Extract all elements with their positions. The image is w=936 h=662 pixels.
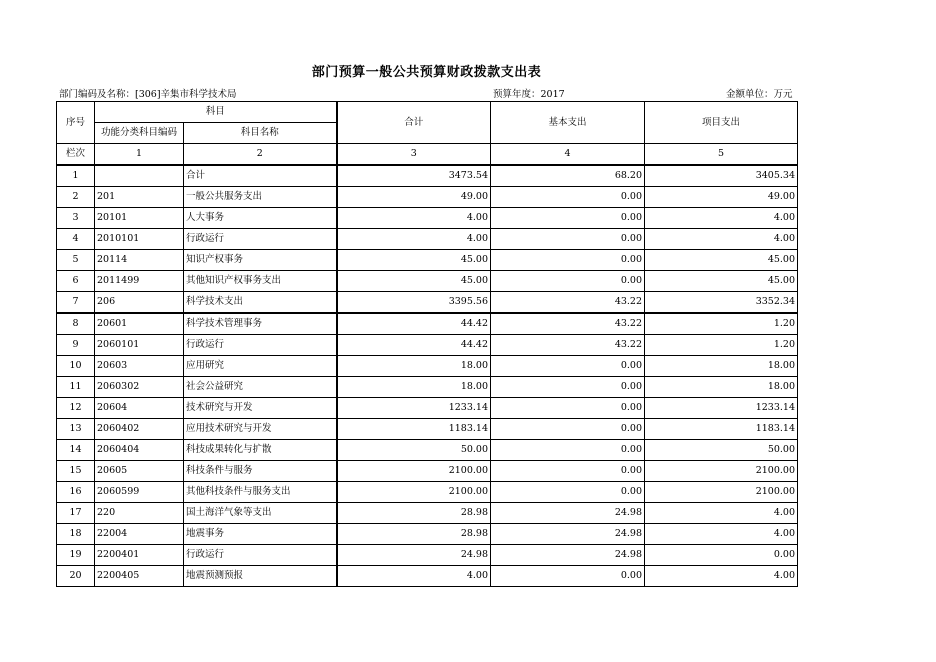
cell-basic: 24.98	[491, 503, 645, 524]
table-row	[57, 524, 798, 545]
table-row	[57, 356, 798, 377]
cell-basic: 0.00	[491, 377, 645, 398]
cell-seq: 8	[57, 313, 95, 335]
cell-code: 20605	[95, 461, 184, 482]
cell-code: 2060599	[95, 482, 184, 503]
cell-code: 206	[95, 292, 184, 314]
cell-code: 20603	[95, 356, 184, 377]
header-subject: 科目	[95, 102, 337, 123]
cell-project: 2100.00	[645, 482, 798, 503]
table-row	[57, 398, 798, 419]
table-row	[57, 229, 798, 250]
cell-name: 知识产权事务	[184, 250, 337, 271]
table-row	[57, 461, 798, 482]
cell-total: 2100.00	[337, 461, 491, 482]
cell-basic: 43.22	[491, 292, 645, 314]
cell-code: 2200405	[95, 566, 184, 587]
table-row	[57, 440, 798, 461]
cell-seq: 20	[57, 566, 95, 587]
cell-project: 1.20	[645, 335, 798, 356]
column-index-row	[57, 144, 798, 166]
cell-code: 2010101	[95, 229, 184, 250]
cell-total: 50.00	[337, 440, 491, 461]
table-row	[57, 377, 798, 398]
cell-project: 49.00	[645, 187, 798, 208]
cell-name: 科技成果转化与扩散	[184, 440, 337, 461]
cell-project: 1233.14	[645, 398, 798, 419]
table-row	[57, 292, 798, 314]
cell-seq: 16	[57, 482, 95, 503]
cell-code: 201	[95, 187, 184, 208]
cell-basic: 0.00	[491, 229, 645, 250]
cell-basic: 0.00	[491, 566, 645, 587]
cell-total: 24.98	[337, 545, 491, 566]
cell-name: 行政运行	[184, 229, 337, 250]
cell-seq: 5	[57, 250, 95, 271]
cell-seq: 18	[57, 524, 95, 545]
cell-code: 2060101	[95, 335, 184, 356]
cell-name: 科技条件与服务	[184, 461, 337, 482]
cell-name: 应用技术研究与开发	[184, 419, 337, 440]
cell-project: 45.00	[645, 250, 798, 271]
amount-unit-label: 金额单位：万元	[726, 89, 793, 100]
cell-seq: 14	[57, 440, 95, 461]
cell-name: 地震预测预报	[184, 566, 337, 587]
cell-seq: 15	[57, 461, 95, 482]
cell-seq: 12	[57, 398, 95, 419]
table-row	[57, 271, 798, 292]
cell-seq: 3	[57, 208, 95, 229]
col-index-5: 5	[645, 144, 798, 166]
cell-name: 其他知识产权事务支出	[184, 271, 337, 292]
cell-seq: 9	[57, 335, 95, 356]
cell-code: 20114	[95, 250, 184, 271]
cell-name: 社会公益研究	[184, 377, 337, 398]
cell-seq: 7	[57, 292, 95, 314]
cell-name: 一般公共服务支出	[184, 187, 337, 208]
cell-basic: 0.00	[491, 461, 645, 482]
cell-basic: 0.00	[491, 187, 645, 208]
budget-year-label: 预算年度：2017	[493, 89, 565, 100]
table-row	[57, 335, 798, 356]
cell-total: 3473.54	[337, 165, 491, 187]
cell-project: 4.00	[645, 208, 798, 229]
cell-code: 20604	[95, 398, 184, 419]
cell-basic: 0.00	[491, 482, 645, 503]
cell-total: 28.98	[337, 503, 491, 524]
cell-project: 4.00	[645, 524, 798, 545]
cell-total: 44.42	[337, 335, 491, 356]
cell-project: 4.00	[645, 503, 798, 524]
cell-seq: 13	[57, 419, 95, 440]
cell-project: 3405.34	[645, 165, 798, 187]
cell-code: 20601	[95, 313, 184, 335]
cell-total: 45.00	[337, 250, 491, 271]
cell-project: 18.00	[645, 356, 798, 377]
table-row	[57, 250, 798, 271]
cell-basic: 0.00	[491, 356, 645, 377]
cell-code: 220	[95, 503, 184, 524]
cell-seq: 4	[57, 229, 95, 250]
cell-project: 0.00	[645, 545, 798, 566]
cell-total: 4.00	[337, 208, 491, 229]
cell-seq: 6	[57, 271, 95, 292]
cell-project: 4.00	[645, 229, 798, 250]
header-row-1	[57, 102, 798, 123]
cell-name: 合计	[184, 165, 337, 187]
cell-name: 技术研究与开发	[184, 398, 337, 419]
cell-basic: 0.00	[491, 398, 645, 419]
cell-name: 人大事务	[184, 208, 337, 229]
cell-name: 行政运行	[184, 335, 337, 356]
cell-total: 44.42	[337, 313, 491, 335]
cell-total: 3395.56	[337, 292, 491, 314]
cell-basic: 43.22	[491, 313, 645, 335]
cell-code: 2060404	[95, 440, 184, 461]
cell-name: 行政运行	[184, 545, 337, 566]
cell-code: 20101	[95, 208, 184, 229]
cell-total: 1183.14	[337, 419, 491, 440]
cell-project: 3352.34	[645, 292, 798, 314]
cell-total: 45.00	[337, 271, 491, 292]
cell-seq: 2	[57, 187, 95, 208]
col-index-3: 3	[337, 144, 491, 166]
cell-seq: 19	[57, 545, 95, 566]
cell-basic: 68.20	[491, 165, 645, 187]
cell-basic: 0.00	[491, 271, 645, 292]
header-basic: 基本支出	[491, 102, 645, 144]
cell-name: 国土海洋气象等支出	[184, 503, 337, 524]
cell-name: 科学技术支出	[184, 292, 337, 314]
cell-name: 科学技术管理事务	[184, 313, 337, 335]
cell-total: 1233.14	[337, 398, 491, 419]
table-row	[57, 503, 798, 524]
cell-total: 2100.00	[337, 482, 491, 503]
cell-name: 其他科技条件与服务支出	[184, 482, 337, 503]
cell-basic: 43.22	[491, 335, 645, 356]
cell-total: 28.98	[337, 524, 491, 545]
table-row	[57, 482, 798, 503]
cell-basic: 0.00	[491, 419, 645, 440]
cell-project: 4.00	[645, 566, 798, 587]
cell-basic: 24.98	[491, 524, 645, 545]
table-row	[57, 165, 798, 187]
cell-seq: 17	[57, 503, 95, 524]
cell-project: 50.00	[645, 440, 798, 461]
cell-project: 1183.14	[645, 419, 798, 440]
cell-name: 地震事务	[184, 524, 337, 545]
table-row	[57, 419, 798, 440]
table-row	[57, 208, 798, 229]
cell-seq: 11	[57, 377, 95, 398]
cell-project: 45.00	[645, 271, 798, 292]
cell-code: 22004	[95, 524, 184, 545]
cell-basic: 0.00	[491, 250, 645, 271]
cell-basic: 0.00	[491, 440, 645, 461]
table-row	[57, 545, 798, 566]
table-row	[57, 566, 798, 587]
cell-name: 应用研究	[184, 356, 337, 377]
header-name: 科目名称	[184, 123, 337, 144]
cell-project: 1.20	[645, 313, 798, 335]
col-index-1: 1	[95, 144, 184, 166]
cell-total: 18.00	[337, 356, 491, 377]
cell-code: 2011499	[95, 271, 184, 292]
cell-total: 4.00	[337, 229, 491, 250]
cell-total: 4.00	[337, 566, 491, 587]
cell-basic: 0.00	[491, 208, 645, 229]
header-total: 合计	[337, 102, 491, 144]
table-row	[57, 187, 798, 208]
cell-seq: 1	[57, 165, 95, 187]
cell-total: 49.00	[337, 187, 491, 208]
cell-code	[95, 165, 184, 187]
col-index-4: 4	[491, 144, 645, 166]
cell-code: 2060402	[95, 419, 184, 440]
table-row	[57, 313, 798, 335]
cell-project: 2100.00	[645, 461, 798, 482]
header-code: 功能分类科目编码	[95, 123, 184, 144]
dept-label: 部门编码及名称：[306]辛集市科学技术局	[59, 89, 237, 100]
cell-seq: 10	[57, 356, 95, 377]
expenditure-table	[56, 101, 798, 587]
cell-project: 18.00	[645, 377, 798, 398]
header-seq: 序号	[57, 102, 95, 144]
cell-total: 18.00	[337, 377, 491, 398]
cell-code: 2060302	[95, 377, 184, 398]
page-title: 部门预算一般公共预算财政拨款支出表	[311, 65, 542, 80]
col-index-2: 2	[184, 144, 337, 166]
cell-basic: 24.98	[491, 545, 645, 566]
header-project: 项目支出	[645, 102, 798, 144]
colrow-label: 栏次	[57, 144, 95, 166]
cell-code: 2200401	[95, 545, 184, 566]
